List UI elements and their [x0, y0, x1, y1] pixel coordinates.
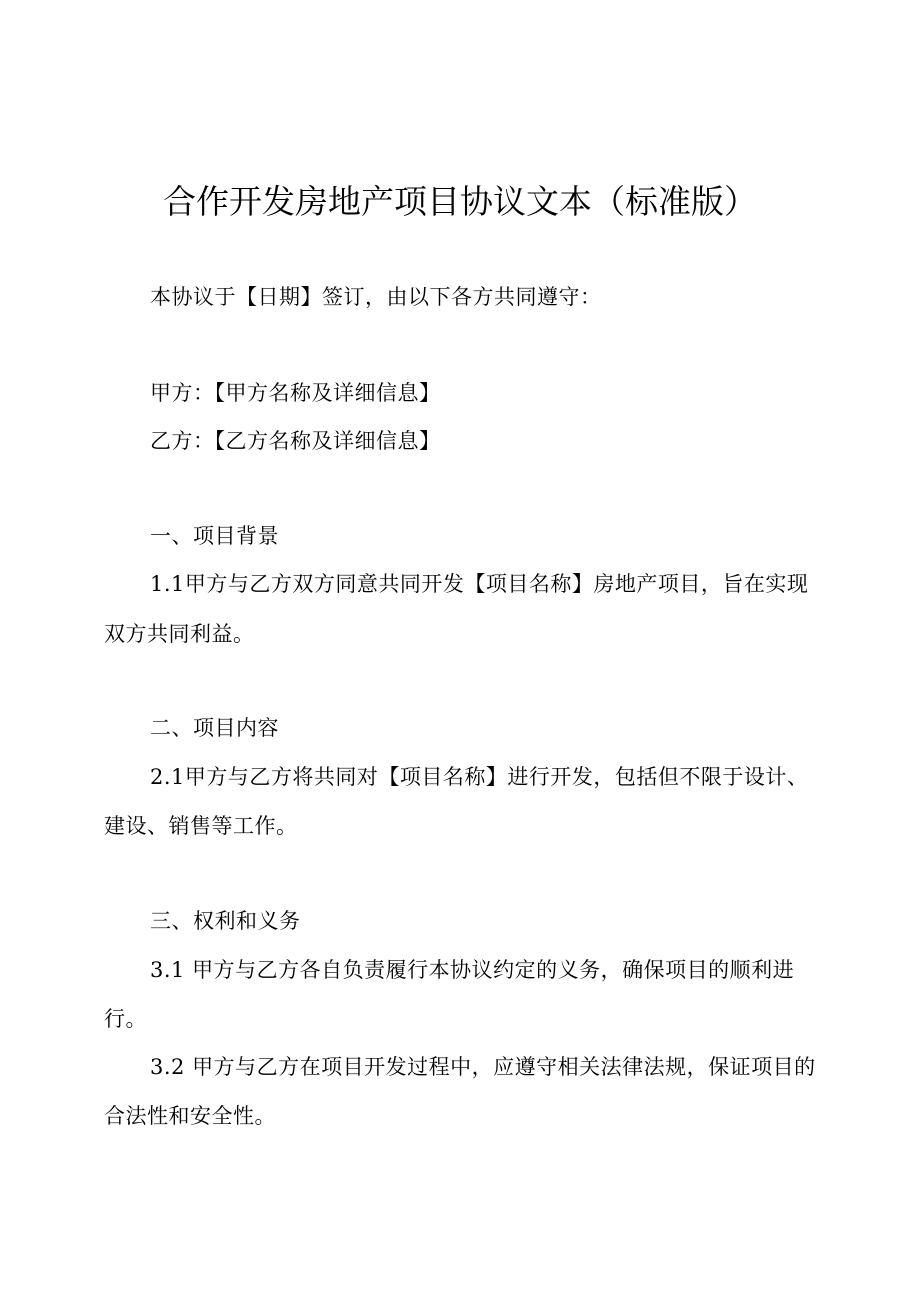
clause-1-1-line-1: 1.1甲方与乙方双方同意共同开发【项目名称】房地产项目，旨在实现 — [150, 572, 809, 596]
section-heading-rights: 三、权利和义务 — [150, 909, 301, 933]
section-heading-content: 二、项目内容 — [150, 716, 279, 740]
clause-3-2-line-1: 3.2 甲方与乙方在项目开发过程中，应遵守相关法律法规，保证项目的 — [150, 1055, 816, 1079]
clause-1-1-line-2: 双方共同利益。 — [104, 622, 255, 646]
clause-3-1-line-2: 行。 — [104, 1007, 147, 1031]
clause-2-1-line-1: 2.1甲方与乙方将共同对【项目名称】进行开发，包括但不限于设计、 — [150, 765, 809, 789]
intro-paragraph: 本协议于【日期】签订，由以下各方共同遵守： — [150, 285, 602, 309]
party-b-line: 乙方：【乙方名称及详细信息】 — [150, 429, 441, 453]
clause-3-2-line-2: 合法性和安全性。 — [104, 1104, 276, 1128]
clause-3-1-line-1: 3.1 甲方与乙方各自负责履行本协议约定的义务，确保项目的顺利进 — [150, 958, 795, 982]
party-a-line: 甲方：【甲方名称及详细信息】 — [150, 381, 441, 405]
document-title: 合作开发房地产项目协议文本（标准版） — [163, 182, 757, 221]
clause-2-1-line-2: 建设、销售等工作。 — [104, 814, 298, 838]
section-heading-background: 一、项目背景 — [150, 524, 279, 548]
